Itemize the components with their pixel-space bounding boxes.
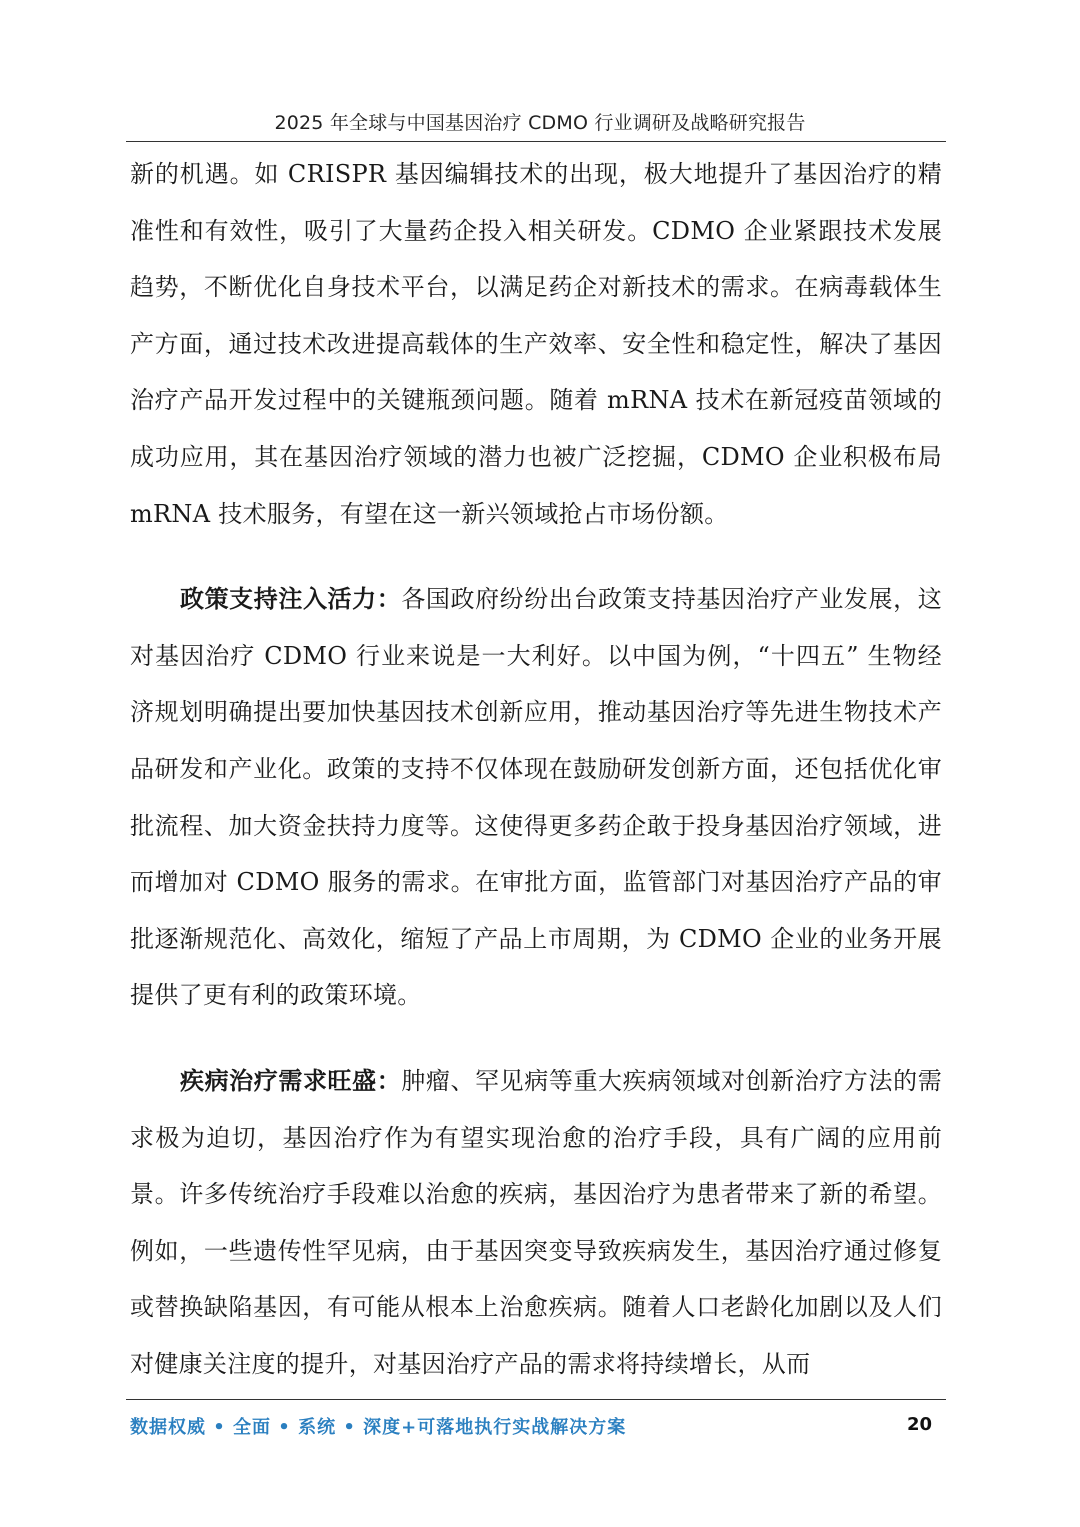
- paragraph-spacer: [130, 1024, 942, 1053]
- paragraph-lead-policy: 政策支持注入活力：: [180, 585, 402, 614]
- footer-divider: [126, 1399, 946, 1400]
- paragraph-body-policy: 各国政府纷纷出台政策支持基因治疗产业发展，这对基因治疗 CDMO 行业来说是一大利好。以中国为例，“十四五” 生物经济规划明确提出要加快基因技术创新应用，推动基因治疗等先进生物技术产品研发和产业化。政策的支持不仅体现在鼓励研发创新方面，还包括优化审批流程、加大资金扶持力度等。这使得更多药企敢于投身基因治疗领域，进而增加对 CDMO 服务的需求。在审批方面，监管部门对基因治疗产品的审批逐渐规范化、高效化，缩短了产品上市周期，为 CDMO 企业的业务开展提供了更有利的政策环境。: [130, 585, 942, 1010]
- footer-slogan: 数据权威 • 全面 • 系统 • 深度+可落地执行实战解决方案: [130, 1417, 627, 1438]
- body-text: [130, 146, 942, 1392]
- running-header-title: 2025 年全球与中国基因治疗 CDMO 行业调研及战略研究报告: [274, 112, 806, 134]
- paragraph-treatment-demand: [130, 1053, 942, 1393]
- paragraph-technology-innovation: 新的机遇。如 CRISPR 基因编辑技术的出现，极大地提升了基因治疗的精准性和有效性，吸引了大量药企投入相关研发。CDMO 企业紧跟技术发展趋势，不断优化自身技术平台，以满足药企对新技术的需求。在病毒载体生产方面，通过技术改进提高载体的生产效率、安全性和稳定性，解决了基因治疗产品开发过程中的关键瓶颈问题。随着 mRNA 技术在新冠疫苗领域的成功应用，其在基因治疗领域的潜力也被广泛挖掘，CDMO 企业积极布局 mRNA 技术服务，有望在这一新兴领域抢占市场份额。: [130, 160, 942, 528]
- paragraph-lead-demand: 疾病治疗需求旺盛：: [180, 1066, 402, 1095]
- paragraph-body-demand: 肿瘤、罕见病等重大疾病领域对创新治疗方法的需求极为迫切，基因治疗作为有望实现治愈的治疗手段，具有广阔的应用前景。许多传统治疗手段难以治愈的疾病，基因治疗为患者带来了新的希望。例如，一些遗传性罕见病，由于基因突变导致疾病发生，基因治疗通过修复或替换缺陷基因，有可能从根本上治愈疾病。随着人口老龄化加剧以及人们对健康关注度的提升，对基因治疗产品的需求将持续增长，从而: [130, 1066, 942, 1378]
- paragraph-spacer: [130, 542, 942, 571]
- paragraph-policy-support: [130, 571, 942, 1024]
- page-number: 20: [906, 1414, 932, 1435]
- header-divider: [126, 141, 946, 142]
